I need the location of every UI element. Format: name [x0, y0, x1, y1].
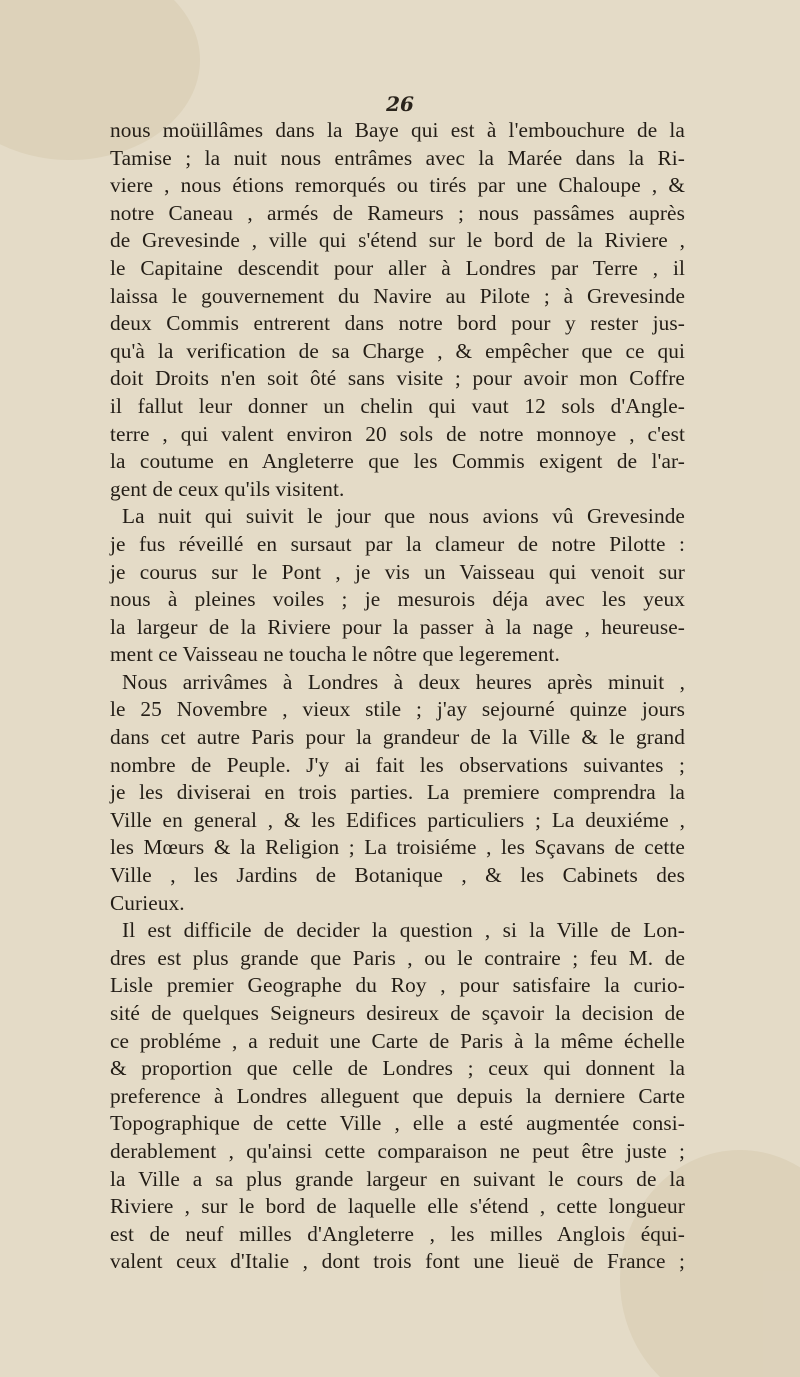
- text-line: Ville en general , & les Edifices particuliers ; La deuxiéme ,: [110, 807, 685, 832]
- text-line: qu'à la verification de sa Charge , & empêcher que ce qui: [110, 338, 685, 363]
- text-line: le 25 Novembre , vieux stile ; j'ay sejourné quinze jours: [110, 697, 685, 722]
- text-line: laissa le gouvernement du Navire au Pilote ; à Grevesinde: [110, 283, 685, 308]
- text-line: deux Commis entrerent dans notre bord pour y rester jus-: [110, 311, 685, 336]
- text-line: valent ceux d'Italie , dont trois font une lieuë de France ;: [110, 1249, 685, 1274]
- text-line: nombre de Peuple. J'y ai fait les observations suivantes ;: [110, 752, 685, 777]
- text-line: Lisle premier Geographe du Roy , pour satisfaire la curio-: [110, 973, 685, 998]
- text-line: La nuit qui suivit le jour que nous avions vû Grevesinde: [122, 504, 685, 529]
- text-line: les Mœurs & la Religion ; La troisiéme , les Sçavans de cette: [110, 835, 685, 860]
- text-line: Topographique de cette Ville , elle a esté augmentée consi-: [110, 1111, 685, 1136]
- text-line: Ville , les Jardins de Botanique , & les Cabinets des: [110, 863, 685, 888]
- text-line: ce probléme , a reduit une Carte de Paris à la même échelle: [110, 1028, 685, 1053]
- text-line: je fus réveillé en sursaut par la clameur de notre Pilotte :: [110, 531, 685, 556]
- text-line: doit Droits n'en soit ôté sans visite ; pour avoir mon Coffre: [110, 366, 685, 391]
- text-line: Riviere , sur le bord de laquelle elle s'étend , cette longueur: [110, 1194, 685, 1219]
- text-line: nous à pleines voiles ; je mesurois déja avec les yeux: [110, 587, 685, 612]
- text-line: la Ville a sa plus grande largeur en suivant le cours de la: [110, 1166, 685, 1191]
- text-line: Il est difficile de decider la question , si la Ville de Lon-: [122, 918, 685, 943]
- text-line: Curieux.: [110, 890, 185, 915]
- text-line: Nous arrivâmes à Londres à deux heures après minuit ,: [122, 669, 685, 694]
- text-line: ment ce Vaisseau ne toucha le nôtre que legerement.: [110, 642, 560, 667]
- text-line: la largeur de la Riviere pour la passer à la nage , heureuse-: [110, 614, 685, 639]
- text-line: sité de quelques Seigneurs desireux de sçavoir la decision de: [110, 1001, 685, 1025]
- text-line: viere , nous étions remorqués ou tirés par une Chaloupe , &: [110, 173, 685, 198]
- text-line: terre , qui valent environ 20 sols de notre monnoye , c'est: [110, 421, 685, 446]
- text-line: & proportion que celle de Londres ; ceux qui donnent la: [110, 1056, 685, 1081]
- text-line: de Grevesinde , ville qui s'étend sur le bord de la Riviere ,: [110, 228, 685, 253]
- text-line: preference à Londres alleguent que depuis la derniere Carte: [110, 1083, 685, 1108]
- text-line: la coutume en Angleterre que les Commis exigent de l'ar-: [110, 449, 685, 474]
- text-line: est de neuf milles d'Angleterre , les milles Anglois équi-: [110, 1221, 685, 1246]
- text-line: le Capitaine descendit pour aller à Londres par Terre , il: [110, 255, 685, 280]
- text-line: nous moüillâmes dans la Baye qui est à l'embouchure de la: [110, 118, 685, 142]
- text-line: je les diviserai en trois parties. La premiere comprendra la: [110, 780, 685, 805]
- text-line: dres est plus grande que Paris , ou le contraire ; feu M. de: [110, 945, 685, 970]
- text-line: gent de ceux qu'ils visitent.: [110, 476, 345, 501]
- text-line: il fallut leur donner un chelin qui vaut 12 sols d'Angle-: [110, 393, 685, 418]
- text-line: Tamise ; la nuit nous entrâmes avec la Marée dans la Ri-: [110, 145, 685, 170]
- body-text: [110, 117, 685, 1276]
- text-line: dans cet autre Paris pour la grandeur de la Ville & le grand: [110, 725, 685, 750]
- page-number: 26: [386, 92, 414, 116]
- text-line: derablement , qu'ainsi cette comparaison ne peut être juste ;: [110, 1138, 685, 1163]
- text-line: notre Caneau , armés de Rameurs ; nous passâmes auprès: [110, 200, 685, 225]
- text-line: je courus sur le Pont , je vis un Vaisseau qui venoit sur: [110, 559, 685, 584]
